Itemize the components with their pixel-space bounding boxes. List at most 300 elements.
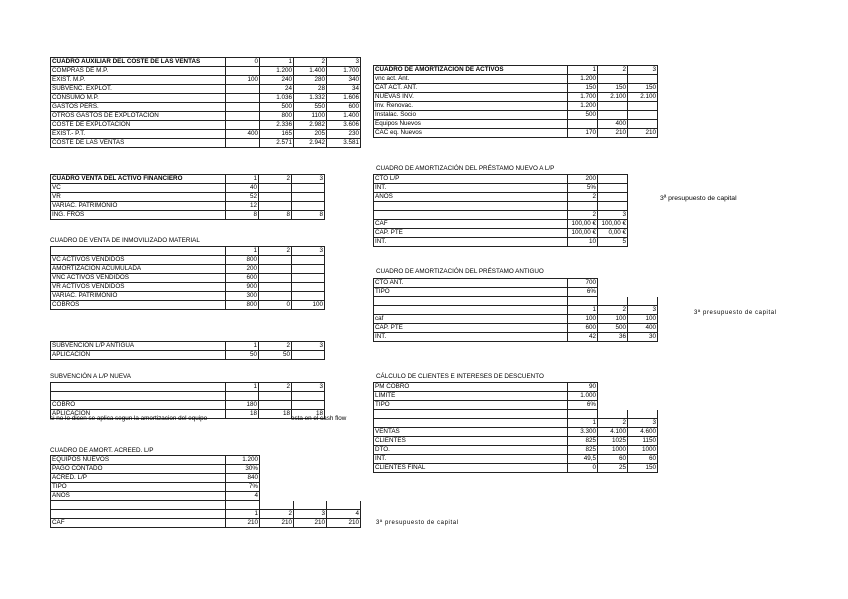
fixed-asset-sale-title: CUADRO DE VENTA DE INMOVILIZADO MATERIAL — [50, 237, 200, 244]
cell: 400 — [628, 324, 658, 333]
cashflow-note: esta en el cash flow — [291, 415, 347, 422]
cell: 1.700 — [568, 93, 598, 102]
cell: 2 — [568, 193, 598, 202]
cell: 100 — [568, 315, 598, 324]
cell: 205 — [294, 130, 327, 139]
cell — [327, 483, 361, 492]
cell: 1025 — [598, 437, 628, 446]
cell: 0 — [259, 301, 292, 310]
cell: 240 — [260, 76, 294, 85]
col-header: 3 — [292, 175, 325, 184]
row-label: vnc act. Ant. — [374, 75, 568, 84]
table-row — [374, 392, 658, 401]
cell — [568, 120, 598, 129]
table-row — [374, 238, 628, 247]
table-header-row — [51, 175, 325, 184]
cell — [259, 193, 292, 202]
col-header: 1 — [226, 175, 259, 184]
cell: 8 — [226, 211, 259, 220]
new-loan-params-table — [373, 174, 628, 247]
table-row — [374, 297, 658, 306]
cell: 400 — [226, 130, 260, 139]
cell: 100,00 € — [598, 220, 628, 229]
col-header: 2 — [260, 510, 294, 519]
cell — [260, 483, 294, 492]
cell: 30 — [628, 333, 658, 342]
cell — [628, 120, 658, 129]
cell: 3.300 — [568, 428, 598, 437]
cell: 1.606 — [327, 94, 361, 103]
table-row — [374, 111, 658, 120]
table-row — [51, 465, 361, 474]
cell: 1.036 — [260, 94, 294, 103]
col-header: 3 — [294, 510, 327, 519]
cell: 28 — [294, 85, 327, 94]
cell — [292, 283, 325, 292]
cell: 550 — [294, 103, 327, 112]
table-row — [374, 455, 658, 464]
table-row — [374, 129, 658, 138]
table-row — [51, 184, 325, 193]
table-row — [374, 120, 658, 129]
row-label: ING. FROS — [51, 211, 226, 220]
row-label: COSTE DE LAS VENTAS — [51, 139, 226, 148]
table-row — [51, 85, 361, 94]
row-label: EXIST. M.P. — [51, 76, 226, 85]
table-header-row — [51, 247, 325, 256]
col-header: 1 — [260, 58, 294, 67]
table-row — [51, 121, 361, 130]
cell: 4.100 — [598, 428, 628, 437]
row-label: CLIENTES FINAL — [374, 464, 568, 473]
col-header: 1 — [568, 306, 598, 315]
cell: 500 — [568, 111, 598, 120]
cell: 210 — [327, 519, 361, 528]
cell: 36 — [598, 333, 628, 342]
row-label: PM COBRO — [374, 383, 568, 392]
row-label: SUBVENC. EXPLOT. — [51, 85, 226, 94]
table-row — [374, 333, 658, 342]
cell: 150 — [628, 464, 658, 473]
table-title: CUADRO AUXILIAR DEL COSTE DE LAS VENTAS — [51, 58, 226, 67]
cell: 150 — [598, 84, 628, 93]
col-header: 3 — [598, 211, 628, 220]
new-subsidy-table — [50, 382, 325, 419]
col-header: 2 — [568, 211, 598, 220]
cell — [327, 492, 361, 501]
table-header-row — [51, 58, 361, 67]
col-header: 3 — [628, 66, 658, 75]
cell — [598, 184, 628, 193]
table-row — [374, 288, 658, 297]
table-header-row — [374, 419, 658, 428]
row-label: INT. — [374, 333, 568, 342]
cell — [598, 401, 628, 410]
table-row — [374, 193, 628, 202]
cell — [260, 456, 294, 465]
cell: 100 — [292, 301, 325, 310]
cell — [628, 392, 658, 401]
cell — [598, 102, 628, 111]
cell — [259, 292, 292, 301]
cell — [259, 274, 292, 283]
cell — [292, 274, 325, 283]
cell: 0 — [568, 464, 598, 473]
new-loan-title: CUADRO DE AMORTIZACIÓN DEL PRÉSTAMO NUEVO A L/P — [376, 165, 555, 172]
cell — [226, 103, 260, 112]
cell: 170 — [568, 129, 598, 138]
creditor-amort-title: CUADRO DE AMORT. ACREED. L/P — [50, 447, 154, 454]
cell: 800 — [226, 301, 259, 310]
cell — [327, 456, 361, 465]
cell: 24 — [260, 85, 294, 94]
cell: 210 — [294, 519, 327, 528]
cell: 210 — [598, 129, 628, 138]
row-label: TIPO — [51, 483, 226, 492]
cell: 210 — [226, 519, 260, 528]
row-label: APLICACIÓN — [51, 410, 226, 419]
row-label: INT. — [374, 238, 568, 247]
row-label: VC — [51, 184, 226, 193]
table-row — [374, 184, 628, 193]
col-header: 1 — [226, 510, 260, 519]
row-label: EQUIPOS NUEVOS — [51, 456, 226, 465]
row-label: VENTAS — [374, 428, 568, 437]
table-row — [374, 446, 658, 455]
table-row — [374, 84, 658, 93]
clients-title: CÁLCULO DE CLIENTES E INTERESES DE DESCUENTO — [376, 373, 544, 380]
cell: 34 — [327, 85, 361, 94]
row-label: CLIENTES — [374, 437, 568, 446]
cell: 6% — [568, 288, 598, 297]
col-header: 3 — [292, 247, 325, 256]
row-label: CAF — [374, 220, 568, 229]
cell: 4.600 — [628, 428, 658, 437]
row-label: PAGO CONTADO — [51, 465, 226, 474]
cell: 1.200 — [260, 67, 294, 76]
cell — [628, 383, 658, 392]
cell — [292, 193, 325, 202]
cell: 4 — [226, 492, 260, 501]
cell: 500 — [598, 324, 628, 333]
cell — [327, 474, 361, 483]
col-header: 3 — [292, 342, 325, 351]
cell — [628, 401, 658, 410]
cell: 280 — [294, 76, 327, 85]
table-row — [374, 93, 658, 102]
table-row — [51, 519, 361, 528]
row-label: GASTOS PERS. — [51, 103, 226, 112]
row-label: ACRED. L/P — [51, 474, 226, 483]
cell: 1.400 — [294, 67, 327, 76]
table-row — [51, 274, 325, 283]
table-row — [51, 265, 325, 274]
cell: 49,5 — [568, 455, 598, 464]
cell: 800 — [226, 256, 259, 265]
table-row — [51, 292, 325, 301]
cell: 60 — [628, 455, 658, 464]
table-row — [374, 324, 658, 333]
table-row — [374, 315, 658, 324]
table-header-row — [51, 342, 325, 351]
cell — [628, 75, 658, 84]
cell: 18 — [226, 410, 259, 419]
cell: 3.606 — [327, 121, 361, 130]
capital-budget-note: 3ª presupuesto de capital — [376, 520, 459, 526]
row-label: COBROS — [51, 301, 226, 310]
cell: 100,00 € — [568, 229, 598, 238]
cell: 10 — [568, 238, 598, 247]
cell — [292, 202, 325, 211]
asset-depreciation-table — [373, 65, 658, 138]
row-label: LÍMITE — [374, 392, 568, 401]
cell: 1.700 — [327, 67, 361, 76]
table-row — [374, 220, 628, 229]
row-label: CTO ANT. — [374, 279, 568, 288]
row-label: EXIST.- P.T. — [51, 130, 226, 139]
subsidy-note: si no lo dicen se aplica segun la amortizacion del equipo — [50, 415, 208, 422]
table-row — [51, 202, 325, 211]
table-row — [51, 139, 361, 148]
cell: 825 — [568, 446, 598, 455]
cell: 200 — [568, 175, 598, 184]
old-loan-table — [373, 278, 658, 342]
creditor-amort-table — [50, 455, 361, 528]
table-row — [374, 437, 658, 446]
row-label: Equipos Nuevos — [374, 120, 568, 129]
row-label: CTO L/P — [374, 175, 568, 184]
col-header: 2 — [259, 247, 292, 256]
cell: 340 — [327, 76, 361, 85]
col-header: 3 — [628, 306, 658, 315]
cell: 900 — [226, 283, 259, 292]
cell — [327, 465, 361, 474]
cell: 300 — [226, 292, 259, 301]
table-row — [374, 410, 658, 419]
row-label: DTO. — [374, 446, 568, 455]
cell: 52 — [226, 193, 259, 202]
col-header: 0 — [226, 58, 260, 67]
cell: 12 — [226, 202, 259, 211]
row-label: AMORTIZACIÓN ACUMULADA — [51, 265, 226, 274]
table-title: CUADRO VENTA DEL ACTIVO FINANCIERO — [51, 175, 226, 184]
cell: 100,00 € — [568, 220, 598, 229]
col-header: 1 — [568, 66, 598, 75]
cell: 210 — [628, 129, 658, 138]
cell: 700 — [568, 279, 598, 288]
table-row — [51, 492, 361, 501]
cell — [598, 383, 628, 392]
row-label: VARIAC. PATRIMONIO — [51, 292, 226, 301]
cell — [628, 102, 658, 111]
cell: 8 — [292, 211, 325, 220]
cell: 2.100 — [598, 93, 628, 102]
table-row — [51, 474, 361, 483]
cell: 1000 — [598, 446, 628, 455]
table-row — [374, 229, 628, 238]
table-row — [51, 103, 361, 112]
capital-budget-note: 3ª presupuesto de capital — [660, 195, 737, 202]
table-row — [51, 351, 325, 360]
table-row — [51, 283, 325, 292]
row-label: VNC ACTIVOS VENDIDOS — [51, 274, 226, 283]
cell: 165 — [260, 130, 294, 139]
col-header: 1 — [226, 247, 259, 256]
cell — [226, 121, 260, 130]
cell: 210 — [260, 519, 294, 528]
col-header: 3 — [292, 383, 325, 392]
cell: 600 — [226, 274, 259, 283]
row-label: CAT ACT. ANT. — [374, 84, 568, 93]
table-row — [374, 383, 658, 392]
table-row — [374, 102, 658, 111]
cell: 3.581 — [327, 139, 361, 148]
cell: 1.200 — [568, 102, 598, 111]
financial-asset-sale-table — [50, 174, 325, 220]
new-subsidy-title: SUBVENCIÓN A L/P NUEVA — [50, 373, 131, 380]
row-label: VC ACTIVOS VENDIDOS — [51, 256, 226, 265]
cell: 200 — [226, 265, 259, 274]
cell — [259, 256, 292, 265]
table-row — [51, 112, 361, 121]
cell — [259, 265, 292, 274]
cell — [259, 283, 292, 292]
table-title: SUBVENCIÓN L/P ANTIGUA — [51, 342, 226, 351]
cell — [294, 492, 327, 501]
cell — [598, 175, 628, 184]
col-header: 1 — [226, 342, 259, 351]
cell — [259, 184, 292, 193]
row-label: CAP. PTE — [374, 229, 568, 238]
table-row — [374, 428, 658, 437]
row-label: AÑOS — [51, 492, 226, 501]
cell — [598, 193, 628, 202]
col-header: 1 — [568, 419, 598, 428]
col-header: 2 — [259, 383, 292, 392]
cell — [598, 279, 628, 288]
cell — [628, 279, 658, 288]
table-row — [51, 256, 325, 265]
fixed-asset-sale-table — [50, 246, 325, 310]
cell — [294, 474, 327, 483]
cell: 1100 — [294, 112, 327, 121]
cell — [259, 401, 292, 410]
capital-budget-note: 3ª presupuesto de capital — [694, 310, 777, 316]
row-label: COMPRAS DE M.P. — [51, 67, 226, 76]
table-row — [374, 401, 658, 410]
cell — [294, 483, 327, 492]
row-label: CAF — [51, 519, 226, 528]
cell: 18 — [292, 410, 325, 419]
cell: 150 — [568, 84, 598, 93]
cell: 25 — [598, 464, 628, 473]
col-header: 3 — [327, 58, 361, 67]
cell — [628, 288, 658, 297]
row-label: VR — [51, 193, 226, 202]
table-row — [51, 76, 361, 85]
old-subsidy-table — [50, 341, 325, 360]
row-label: NUEVAS INV. — [374, 93, 568, 102]
cell: 8 — [259, 211, 292, 220]
table-header-row — [51, 510, 361, 519]
table-row — [51, 67, 361, 76]
cell — [292, 265, 325, 274]
cost-of-sales-table — [50, 57, 361, 148]
cell: 60 — [598, 455, 628, 464]
col-header: 1 — [226, 383, 259, 392]
clients-table — [373, 382, 658, 473]
table-header-row — [51, 383, 325, 392]
cell — [294, 465, 327, 474]
cell: 50 — [259, 351, 292, 360]
row-label: OTROS GASTOS DE EXPLOTACIÓN — [51, 112, 226, 121]
cell — [292, 292, 325, 301]
cell: 230 — [327, 130, 361, 139]
cell: 0,00 € — [598, 229, 628, 238]
table-row — [51, 130, 361, 139]
col-header: 4 — [327, 510, 361, 519]
cell: 840 — [226, 474, 260, 483]
cell — [226, 67, 260, 76]
table-row — [51, 211, 325, 220]
cell — [292, 184, 325, 193]
cell: 100 — [628, 315, 658, 324]
row-label: COBRO — [51, 401, 226, 410]
cell — [292, 401, 325, 410]
cell: 40 — [226, 184, 259, 193]
cell: 1.332 — [294, 94, 327, 103]
cell: 500 — [260, 103, 294, 112]
cell: 7% — [226, 483, 260, 492]
cell: 1.200 — [568, 75, 598, 84]
row-label: TIPO — [374, 401, 568, 410]
cell: 2.942 — [294, 139, 327, 148]
col-header: 2 — [598, 66, 628, 75]
col-header: 2 — [259, 342, 292, 351]
cell: 5% — [568, 184, 598, 193]
cell — [260, 474, 294, 483]
cell — [260, 492, 294, 501]
cell: 5 — [598, 238, 628, 247]
cell: 1.000 — [568, 392, 598, 401]
cell: 42 — [568, 333, 598, 342]
cell — [294, 456, 327, 465]
row-label: Inv. Renovac. — [374, 102, 568, 111]
cell: 180 — [226, 401, 259, 410]
row-label: INT. — [374, 184, 568, 193]
table-header-row — [374, 211, 628, 220]
cell — [598, 392, 628, 401]
row-label: Instalac. Socio — [374, 111, 568, 120]
col-header: 2 — [259, 175, 292, 184]
table-row — [51, 401, 325, 410]
row-label: CONSUMO M.P. — [51, 94, 226, 103]
cell — [598, 288, 628, 297]
cell: 18 — [259, 410, 292, 419]
table-row — [374, 279, 658, 288]
row-label: caf — [374, 315, 568, 324]
row-label: VR ACTIVOS VENDIDOS — [51, 283, 226, 292]
cell — [260, 465, 294, 474]
table-row — [51, 94, 361, 103]
cell: 1000 — [628, 446, 658, 455]
table-row — [374, 175, 628, 184]
cell: 50 — [226, 351, 259, 360]
cell: 100 — [598, 315, 628, 324]
cell: 150 — [628, 84, 658, 93]
cell: 2.571 — [260, 139, 294, 148]
cell: 90 — [568, 383, 598, 392]
